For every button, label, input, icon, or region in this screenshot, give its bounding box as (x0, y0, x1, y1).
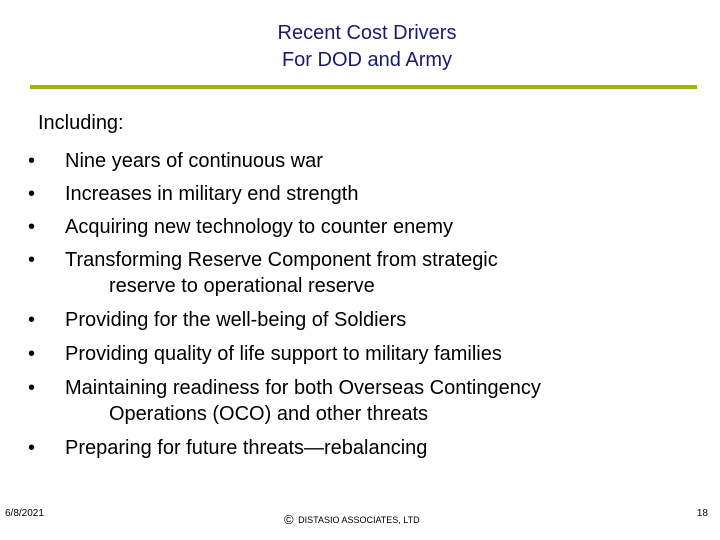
bullet-item (26, 181, 706, 207)
bullet-icon: • (28, 377, 36, 399)
bullet-item (26, 341, 706, 367)
footer-date: 6/8/2021 (5, 508, 44, 519)
bullet-icon: • (28, 343, 36, 365)
bullet-icon: • (28, 150, 36, 172)
bullet-text-continuation: Operations (OCO) and other threats (109, 403, 429, 425)
bullet-list (26, 148, 706, 469)
bullet-text: Acquiring new technology to counter enemy (65, 216, 454, 238)
intro-text: Including: (38, 112, 124, 134)
bullet-text: Providing for the well-being of Soldiers (65, 309, 407, 331)
bullet-icon: • (28, 183, 36, 205)
bullet-text-continuation: reserve to operational reserve (109, 275, 375, 297)
bullet-item (26, 307, 706, 333)
title-divider (30, 85, 697, 89)
page-number: 18 (696, 508, 708, 519)
bullet-item (26, 435, 706, 461)
title-line-1: Recent Cost Drivers (277, 22, 457, 44)
bullet-text: Increases in military end strength (65, 183, 359, 205)
title-line-2: For DOD and Army (281, 49, 453, 71)
bullet-item (26, 148, 706, 174)
bullet-icon: • (28, 249, 36, 271)
bullet-text: Preparing for future threats—rebalancing (65, 437, 428, 459)
slide-title (0, 20, 720, 74)
bullet-item (26, 247, 706, 299)
bullet-text: Transforming Reserve Component from strategic (65, 249, 498, 271)
bullet-text: Maintaining readiness for both Overseas Contingency (65, 377, 541, 399)
bullet-icon: • (28, 437, 36, 459)
bullet-item (26, 375, 706, 427)
bullet-item (26, 214, 706, 240)
footer-copyright (284, 514, 420, 526)
bullet-text: Providing quality of life support to military families (65, 343, 502, 365)
bullet-icon: • (28, 216, 36, 238)
copyright-icon: © (284, 512, 294, 527)
bullet-text: Nine years of continuous war (65, 150, 323, 172)
copyright-text: DISTASIO ASSOCIATES, LTD (298, 515, 420, 525)
bullet-icon: • (28, 309, 36, 331)
